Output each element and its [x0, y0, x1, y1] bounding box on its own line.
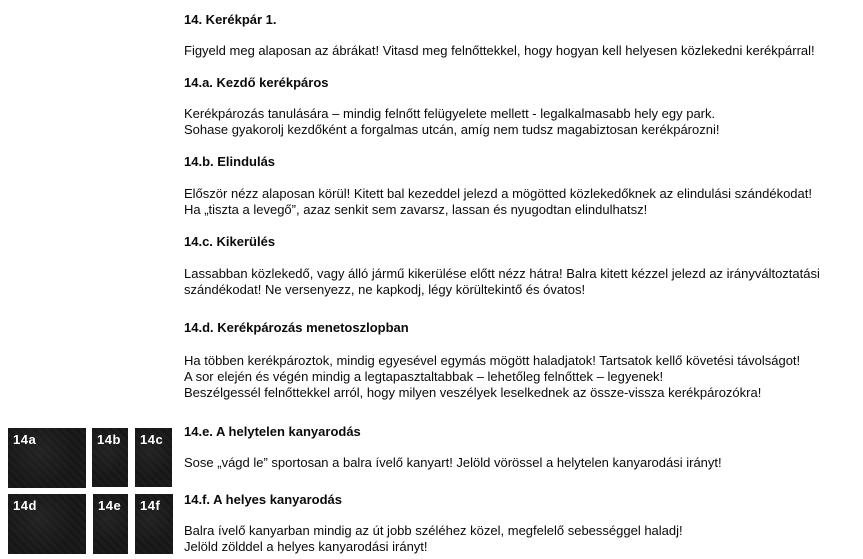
page-title: 14. Kerékpár 1. [184, 12, 277, 27]
text-line: Ha „tiszta a levegő”, azaz senkit sem zavarsz, lassan és nyugodtan elindulhatsz! [184, 202, 648, 217]
figure-label-14a: 14a [13, 432, 37, 447]
text-line: szándékodat! Ne versenyezz, ne kapkodj, légy körültekintő és óvatos! [184, 282, 586, 297]
text-line: Balra ívelő kanyarban mindig az út jobb széléhez közel, megfelelő sebességgel haladj! [184, 523, 683, 538]
text-line: Először nézz alaposan körül! Kitett bal kezeddel jelezd a mögötted közlekedőknek az elindulási szándékodat! [184, 186, 812, 201]
figure-label-14e: 14e [98, 498, 122, 513]
text-line: A sor elején és végén mindig a legtapasztaltabbak – lehetőleg felnőttek – legyenek! [184, 369, 664, 384]
section-heading-14a: 14.a. Kezdő kerékpáros [184, 75, 329, 90]
figure-image-14c [135, 428, 172, 487]
text-line: Lassabban közlekedő, vagy álló jármű kikerülése előtt nézz hátra! Balra kitett kézzel jelezd az irányváltoztatási [184, 266, 820, 281]
text-line: Beszélgessél felnőttekkel arról, hogy milyen veszélyek leselkednek az össze-vissza kerékpározókra! [184, 385, 762, 400]
section-heading-14b: 14.b. Elindulás [184, 154, 276, 169]
section-paragraph-14e [184, 455, 863, 471]
text-line: Figyeld meg alaposan az ábrákat! Vitasd meg felnőttekkel, hogy hogyan kell helyesen közlekedni kerékpárral! [184, 43, 815, 58]
figure-label-14b: 14b [97, 432, 121, 447]
section-heading-14c: 14.c. Kikerülés [184, 234, 276, 249]
figure-image-14e [93, 494, 128, 554]
figure-image-14f [135, 494, 173, 554]
section-paragraph-14c [184, 266, 863, 298]
figure-label-14d: 14d [13, 498, 37, 513]
section-paragraph-14d [184, 353, 863, 401]
text-line: Sohase gyakorolj kezdőként a forgalmas utcán, amíg nem tudsz magabiztosan kerékpározni! [184, 122, 720, 137]
figure-image-14a [8, 428, 86, 488]
section-paragraph-14b [184, 186, 863, 218]
section-paragraph-14a [184, 106, 863, 138]
text-line: Jelöld zölddel a helyes kanyarodási irányt! [184, 539, 428, 554]
section-heading-14d: 14.d. Kerékpározás menetoszlopban [184, 320, 409, 335]
text-line: Ha többen kerékpároztok, mindig egyesével egymás mögött haladjatok! Tartsatok kellő követési távolságot! [184, 353, 801, 368]
figure-image-14d [8, 494, 86, 554]
text-line: Kerékpározás tanulására – mindig felnőtt felügyelete mellett - legalkalmasabb hely egy park. [184, 106, 716, 121]
figure-image-14b [92, 428, 128, 487]
section-heading-14f: 14.f. A helyes kanyarodás [184, 492, 343, 507]
intro-paragraph [184, 43, 863, 59]
section-paragraph-14f [184, 523, 863, 555]
figure-label-14f: 14f [140, 498, 161, 513]
figure-label-14c: 14c [140, 432, 164, 447]
text-line: Sose „vágd le” sportosan a balra ívelő kanyart! Jelöld vörössel a helytelen kanyarodási irányt! [184, 455, 722, 470]
document-content [184, 12, 863, 555]
section-heading-14e: 14.e. A helytelen kanyarodás [184, 424, 361, 439]
